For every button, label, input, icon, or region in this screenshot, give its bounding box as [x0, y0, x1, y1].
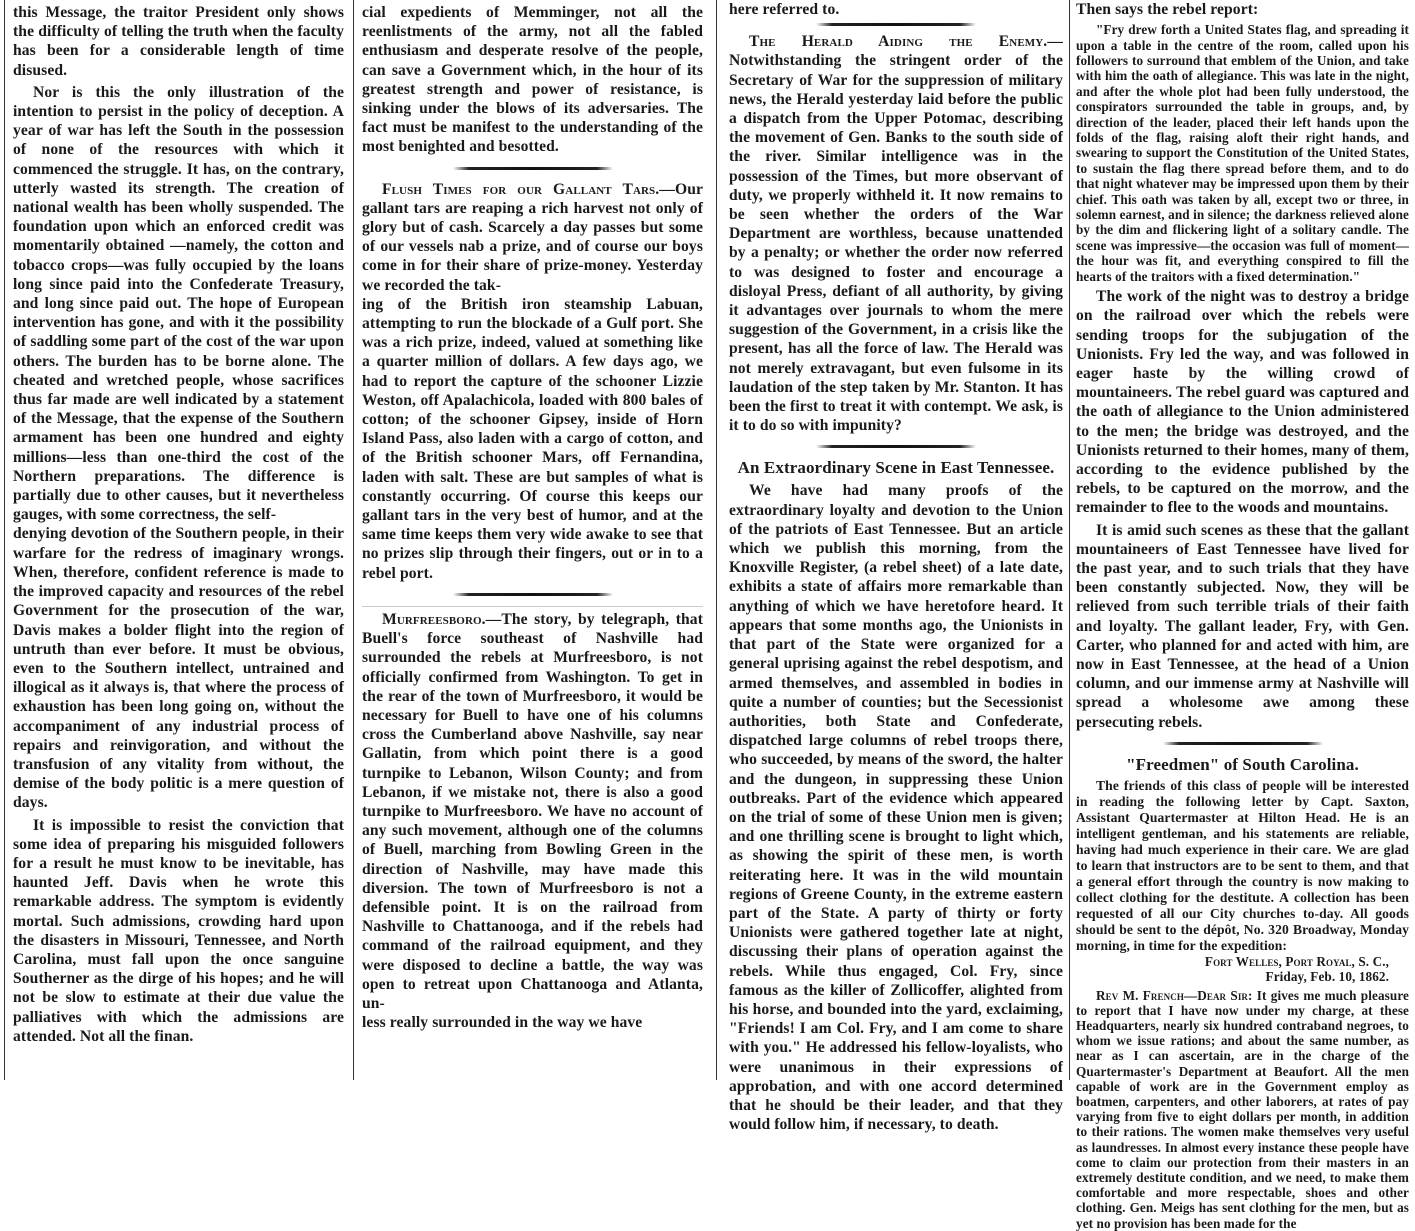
- article-headline: The Herald Aiding the Enemy.: [749, 33, 1048, 51]
- paragraph: Nor is this the only illustration of the intention to persist in the policy of deception. A year of war has left the South in the possession of none of the resources with which it commenced the struggle. It has, on the contrary, utterly wasted its strength. The creation of national wealth has been wholly suspended. The foundation upon which an enforced credit was momentarily obtained —namely, the cotton and tobacco crops—was fully occupied by the loans long since paid into the Confederate Treasury, and long since paid out. The hope of European intervention has gone, and with it the possibility of saddling some part of the cost of the war upon others. The burden has to be borne alone. The cheated and wretched people, whose sacrifices thus far made are well indicated by a statement of the Message, that the expense of the Southern armament has been one hundred and eighty millions—less than one-third the cost of the Northern preparations. The difference is partially due to other causes, but it nevertheless gauges, with some correctness, the self-: [13, 83, 344, 524]
- article-body: We have had many proofs of the extraordinary loyalty and devotion to the Union of the patriots of East Tennessee. But an article which we publish this morning, from the Knoxville Register, (a rebel sheet) of a late date, exhibits a state of affairs more remarkable than anything of which we have heretofore heard. It appears that some months ago, the Unionists in that part of the State were organized for a general uprising against the rebel despotism, and armed themselves, and assembled in bodies in quite a number of counties; but the Secessionist authorities, both State and Confederate, dispatched large columns of rebel troops there, who succeeded, by means of the sword, the halter and the dungeon, in suppressing these Union outbreaks. Part of the evidence which appeared on the trial of some of these Union men is given; and one thrilling scene is brought to light which, as showing the spirit of these men, is worth reiterating here. It was in the wild mountain regions of Greene County, in the extreme eastern part of the State. A party of thirty or forty Unionists were gathered together late at night, discussing their plans of operation against the rebels. While thus engaged, Col. Fry, since famous as the killer of Zollicoffer, alighted from his horse, and bounded into the yard, exclaiming, "Friends! I am Col. Fry, and I am come to share with you." He addressed his fellow-loyalists, who were unanimous in their expressions of approbation, and with one accord determined that he should be their leader, and that they would follow him, if necessary, to death.: [729, 482, 1063, 1134]
- column-3: [721, 0, 1069, 1134]
- section-rule: [453, 593, 613, 596]
- section-rule: [816, 445, 976, 448]
- article-body: Murfreesboro.—The story, by telegraph, that Buell's force southeast of Nashville had surrounded the rebels at Murfreesboro, is not officially confirmed from Washington. To get in the rear of the town of Murfreesboro, it would be necessary for Buell to have one of his columns cross the Cumberland above Nashville, say near Gallatin, from which point there is a good turnpike to Lebanon, Wilson County; and from Lebanon, if we mistake not, there is also a good turnpike to Murfreesboro. We have no account of any such movement, although one of the columns of Buell, marching from Bowling Green in the direction of Nashville, may have made this diversion. The town of Murfreesboro is not a defensible point. It is on the railroad from Nashville to Chattanooga, and if the rebels had command of the railroad equipment, and they were disposed to decline a battle, the way was open to retreat upon Chattanooga and Atlanta, un-: [362, 610, 703, 1012]
- article-headline: Murfreesboro.: [382, 610, 486, 628]
- paragraph: Then says the rebel report:: [1076, 1, 1259, 18]
- block-quote: "Fry drew forth a United States flag, and spreading it upon a table in the centre of the room, called upon his followers to surround that emblem of the Union, and take with him the oath of allegiance. This was late in the night, and after the whole plot had been fully understood, the conspirators surrounded the table in groups, and, by direction of the leader, placed their left hands upon the folds of the flag, raising aloft their right hands, and swearing to support the Constitution of the United States, to sustain the flag there spread before them, and to do that night whatever may be impressed upon them by their chief. This oath was taken by all, except two or three, in solemn earnest, and in silence; the darkness relieved alone by the dim and flickering light of a solitary candle. The scene was impressive—the occasion was full of moment—the hour was fit, and everything conspired to fill the hearts of the traitors with a fixed determination.": [1076, 22, 1409, 284]
- article-headline: An Extraordinary Scene in East Tennessee.: [737, 458, 1055, 478]
- paragraph: here referred to.: [729, 1, 840, 18]
- column-1: [5, 0, 350, 1080]
- section-rule: [453, 167, 613, 170]
- article-body: Flush Times for our Gallant Tars.—Our gallant tars are reaping a rich harvest not only of glory but of cash. Scarcely a day passes but some of our vessels nab a prize, and of course our boys come in for their share of prize-money. Yesterday we recorded the tak-: [362, 180, 703, 294]
- article-body: The friends of this class of people will be interested in reading the following letter by Capt. Saxton, Assistant Quartermaster at Hilton Head. He is an intelligent gentleman, and his statements are reliable, having had much experience in their care. We are glad to learn that instructors are to be sent to them, and that a general effort through the country is now making to collect clothing for the destitute. A collection has been requested of all our City churches to-day. All goods should be sent to the dépôt, No. 320 Broadway, Monday morning, in time for the expedition:: [1076, 777, 1409, 953]
- dateline-date: Friday, Feb. 10, 1862.: [1265, 969, 1389, 985]
- section-rule: [1163, 742, 1323, 745]
- article-headline: "Freedmen" of South Carolina.: [1126, 754, 1359, 774]
- section-rule: [816, 23, 976, 26]
- column-2: [357, 0, 709, 1080]
- paragraph: It is impossible to resist the conviction that some idea of preparing his misguided followers for a result he must know to be inevitable, has haunted Jeff. Davis when he wrote this remarkable address. The symptom is evidently mortal. Such admissions, crowding hard upon the disasters in Missouri, Tennessee, and North Carolina, must fall upon the once sanguine Southerner as the dirge of his hopes; and he will not be slow to estimate at their due value the palliatives with which the admissions are attended. Not all the finan.: [13, 816, 344, 1045]
- article-headline: Flush Times for our Gallant Tars.: [382, 180, 660, 198]
- article-flush-times: [362, 180, 703, 583]
- article-herald: [729, 32, 1063, 435]
- column-4: [1072, 0, 1415, 1231]
- paragraph: this Message, the traitor President only shows the difficulty of telling the truth when the faculty has been for a considerable length of time disused.: [13, 4, 344, 79]
- article-body-end: less really surrounded in the way we have: [362, 1014, 643, 1032]
- column-rule: [716, 0, 717, 1080]
- paragraph: denying devotion of the Southern people, in their warfare for the redress of imaginary wrongs. When, therefore, confident reference is made to the improved capacity and resources of the rebel Government for the prosecution of the war, Davis makes a bolder flight into the region of untruth than ever before. It must be obvious, even to the Southern intellect, untrained and illogical as it always is, that where the process of exhaustion has been long going on, without the accompaniment of any industrial process of repairs and reinvigoration, and without the transfusion of any vitality from without, the demise of the body politic is a mere question of days.: [13, 525, 344, 812]
- paragraph: The work of the night was to destroy a bridge on the railroad over which the rebels were sending troops for the subjugation of the Unionists. Fry led the way, and was followed in eager haste by the willing crowd of mountaineers. The rebel guard was captured and the oath of allegiance to the Union administered to the men; the bridge was destroyed, and the Unionists returned to their homes, many of them, according to the evidence published by the rebels, to be captured on the morrow, and the remainder to flee to the woods and mountains.: [1076, 288, 1409, 517]
- salutation: Rev M. French—Dear Sir:: [1096, 987, 1253, 1003]
- column-rule: [1069, 0, 1070, 1080]
- article-murfreesboro: [362, 606, 703, 1032]
- dateline-place: Fort Welles, Port Royal, S. C.,: [1204, 953, 1389, 969]
- letter-body: Rev M. French—Dear Sir: It gives me much pleasure to report that I have now under my charge, at these Headquarters, nearly six hundred contraband negroes, to whom we issue rations; and about the same number, as near as I can ascertain, are in the charge of the Quartermaster's Department at Beaufort. All the men capable of work are in the Government employ as boatmen, carpenters, and other laborers, at rates of pay varying from five to eight dollars per month, in addition to their rations. The women make themselves very useful as laundresses. In almost every instance these people have come to claim our protection from their masters in an extremely destitute condition, and we need, to make them comfortable and more respectable, shoes and other clothing. Gen. Meigs has sent clothing for the men, but as yet no provision has been made for the: [1076, 987, 1409, 1231]
- article-body: The Herald Aiding the Enemy.—Notwithstanding the stringent order of the Secretary of War for the suppression of military news, the Herald yesterday laid before the public a dispatch from the Upper Potomac, describing the movement of Gen. Banks to the south side of the river. Similar intelligence was in the possession of the Times, but more observant of duty, we properly withheld it. It now remains to be seen whether the orders of the War Department are worthless, because unattended by a penalty; or whether the order now referred to was designed to foster and encourage a disloyal Press, defiant of all authority, by giving it advantages over journals to whom the mere suggestion of the Government, in a crisis like the present, has all the force of law. The Herald was not merely extravagant, but even fulsome in its laudation of the step taken by Mr. Stanton. It has been the first to treat it with contempt. We ask, is it to do so with impunity?: [729, 33, 1063, 435]
- article-freedmen: [1076, 755, 1409, 1231]
- column-rule: [353, 0, 354, 1080]
- paragraph: cial expedients of Memminger, not all the reenlistments of the army, not all the fabled enthusiasm and desperate resolve of the people, can save a Government which, in the hour of its greatest strength and power of resistance, is sinking under the blows of its adversaries. The fact must be manifest to the understanding of the most benighted and besotted.: [362, 4, 703, 156]
- article-east-tennessee: [729, 458, 1063, 1134]
- paragraph: It is amid such scenes as these that the gallant mountaineers of East Tennessee have lived for the past year, and to such trials that they have been constantly subjected. Now, they will be relieved from such terrible trials of their faith and loyalty. The gallant leader, Fry, with Gen. Carter, who planned for and acted with him, are now in East Tennessee, at the head of a Union column, and our immense army at Nashville will spread a wholesome awe among these persecuting rebels.: [1076, 521, 1409, 731]
- article-body: ing of the British iron steamship Labuan, attempting to run the blockade of a Gulf port. She was a rich prize, indeed, valued at something like a quarter million of dollars. A few days ago, we had to report the capture of the schooner Lizzie Weston, off Apalachicola, loaded with 800 bales of cotton; of the schooner Gipsey, inside of Horn Island Pass, also laden with a cargo of cotton, and of the British schooner Mars, off Fernandina, laden with salt. These are but samples of what is constantly occurring. Of course this keeps our gallant tars in the very best of humor, and at the same time keeps them very wide awake to see that no prizes slip through their fingers, out or in to a rebel port.: [362, 295, 703, 582]
